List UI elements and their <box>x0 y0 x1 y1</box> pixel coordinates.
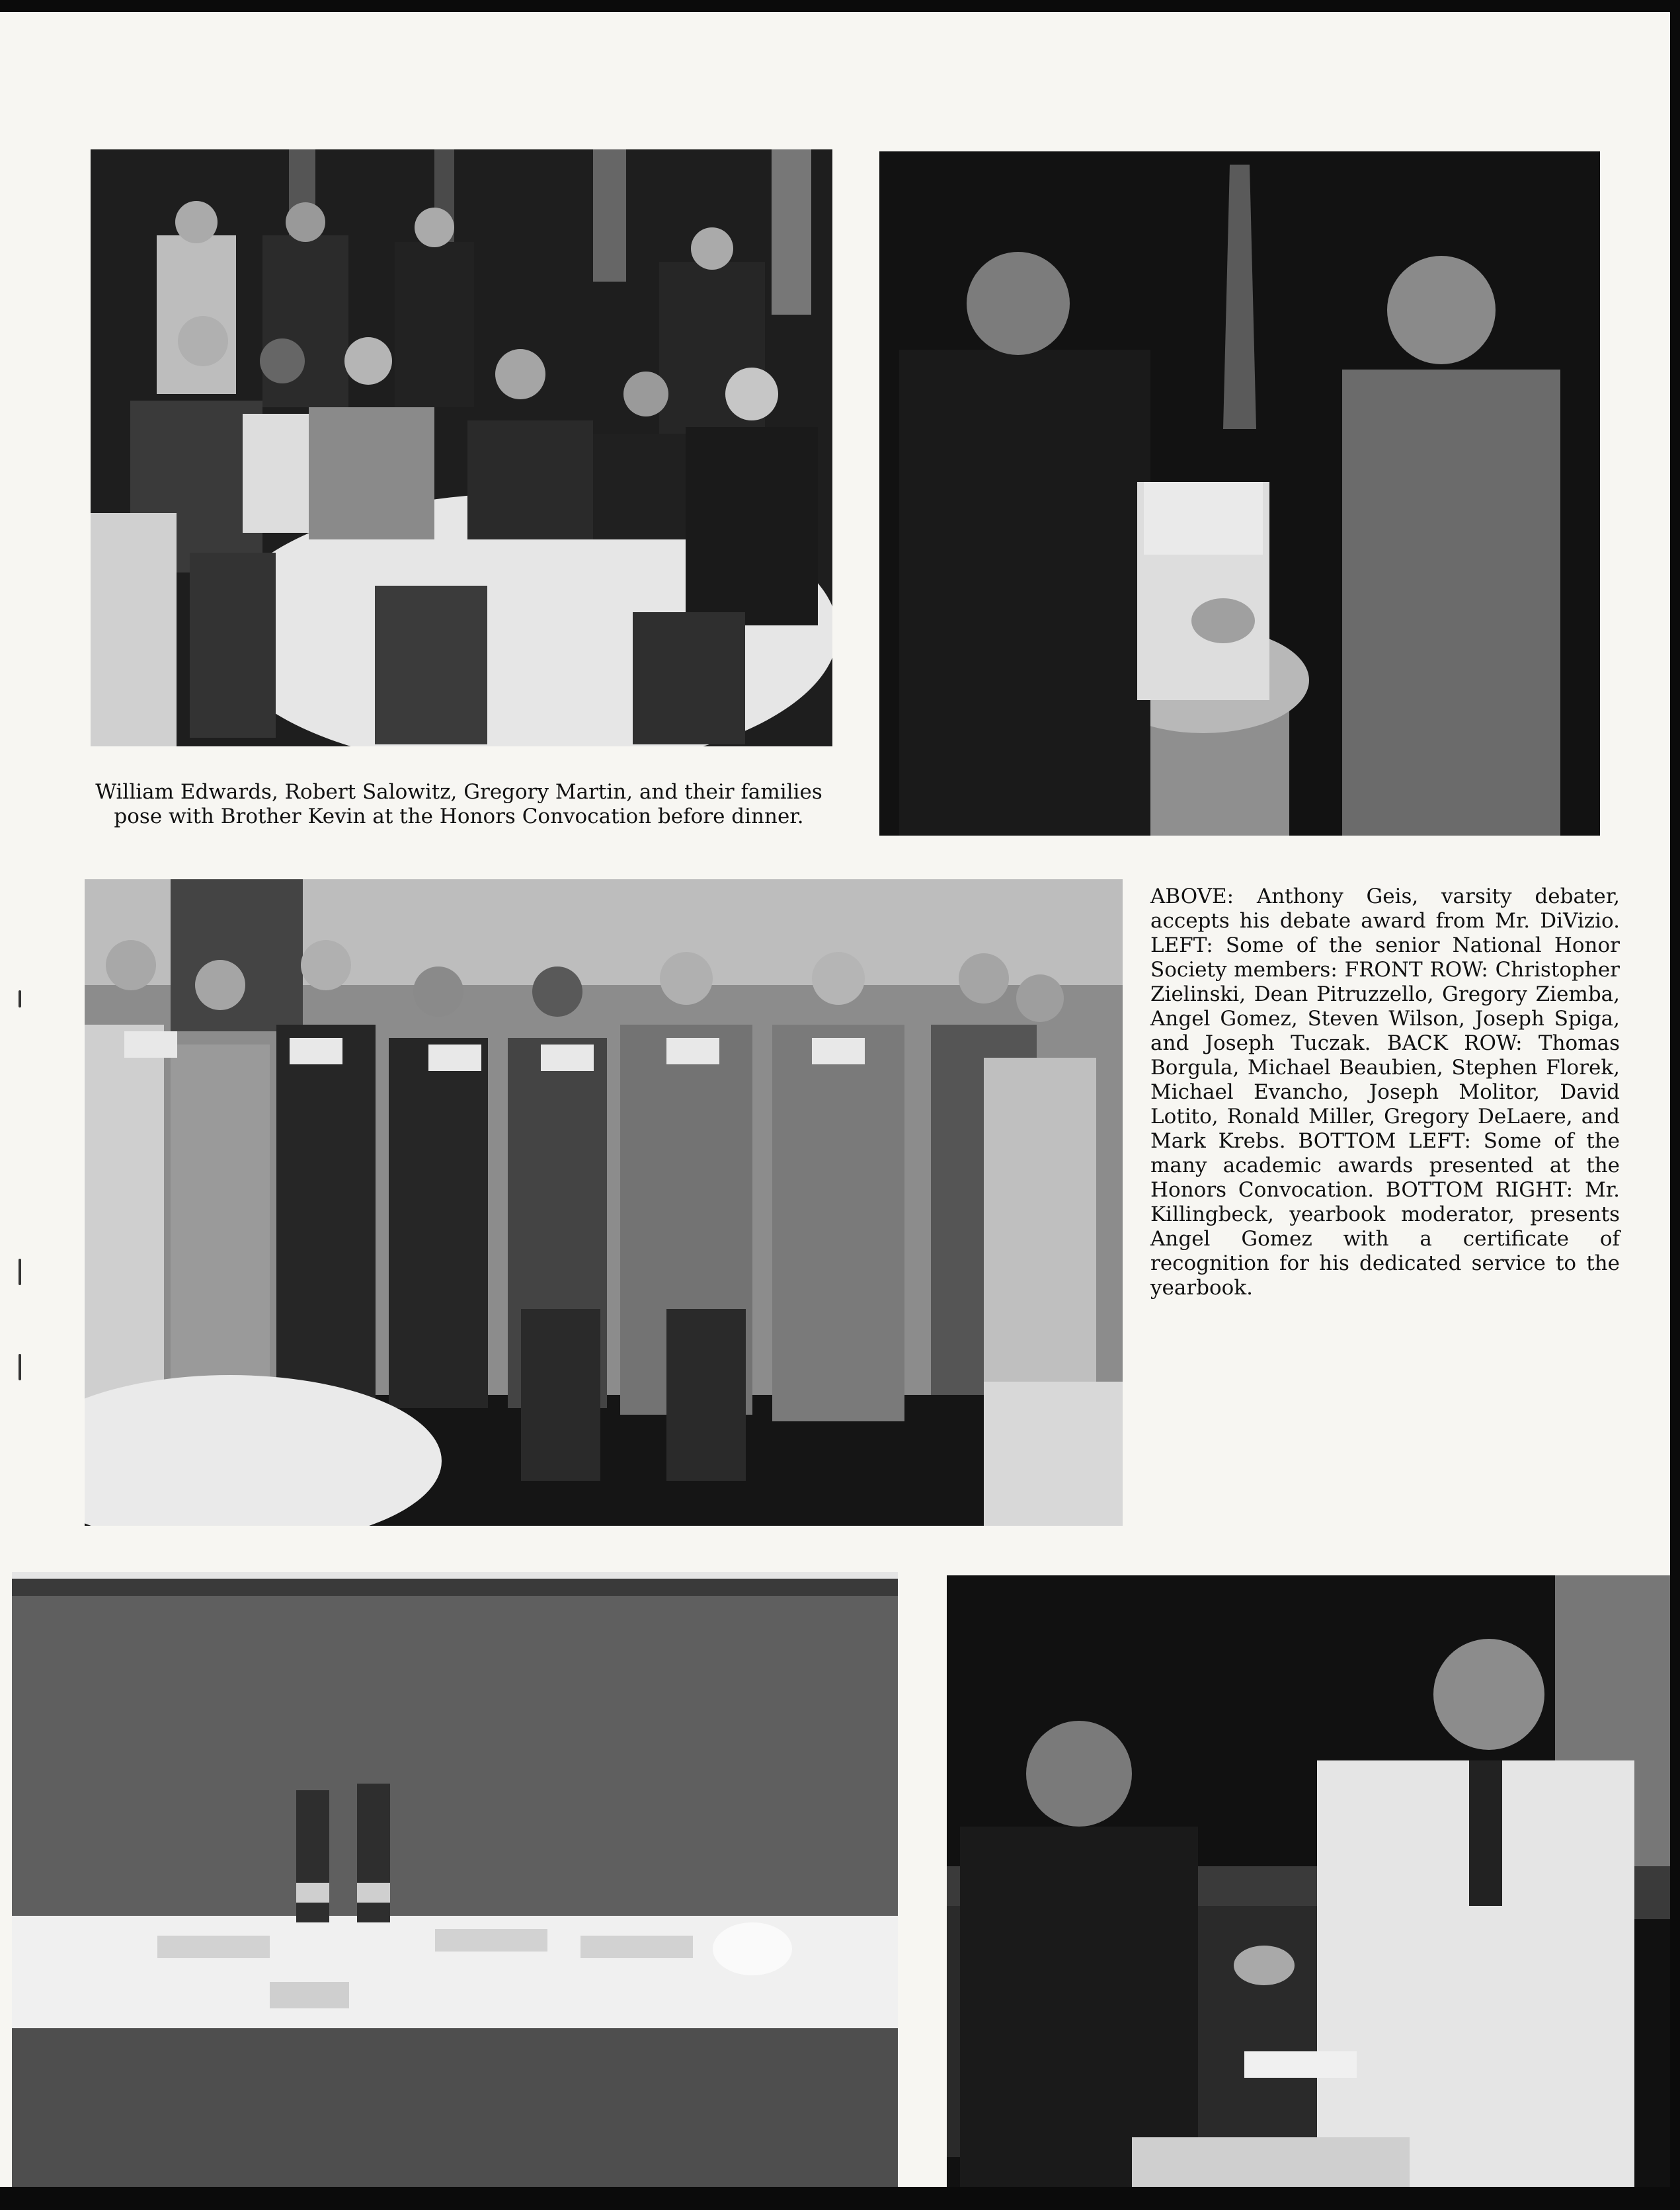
scan-mark-3 <box>19 1354 21 1380</box>
caption-right-column: ABOVE: Anthony Geis, varsity debater, accepts his debate award from Mr. DiVizio. LEFT: Some of the senior National Honor Society members: FRONT ROW: Christopher Zielinski, Dean Pitruzzello, Gregory Ziemba, Angel Gomez, Steven Wilson, Joseph Spiga, and Joseph Tuczak. BACK ROW: Thomas Borgula, Michael Beaubien, Stephen Florek, Michael Evancho, Joseph Molitor, David Lotito, Ronald Miller, Gregory DeLaere, and Mark Krebs. BOTTOM LEFT: Some of the many academic awards presented at the Honors Convocation. BOTTOM RIGHT: Mr. Killingbeck, yearbook moderator, presents Angel Gomez with a certificate of recognition for his dedicated service to the yearbook. <box>1150 885 1620 1300</box>
scan-mark-1 <box>19 990 21 1007</box>
photo-academic-awards <box>12 1572 898 2187</box>
photo-yearbook-certificate <box>947 1575 1670 2187</box>
photo-honor-society <box>85 879 1123 1526</box>
scan-mark-2 <box>19 1259 21 1285</box>
photo-families-dinner <box>91 149 832 746</box>
photo-debate-award <box>879 151 1600 836</box>
caption-families-dinner: William Edwards, Robert Salowitz, Gregory Martin, and their families pose with Brother Kevin at the Honors Convocation before dinner. <box>95 780 822 828</box>
yearbook-page <box>0 12 1670 2187</box>
